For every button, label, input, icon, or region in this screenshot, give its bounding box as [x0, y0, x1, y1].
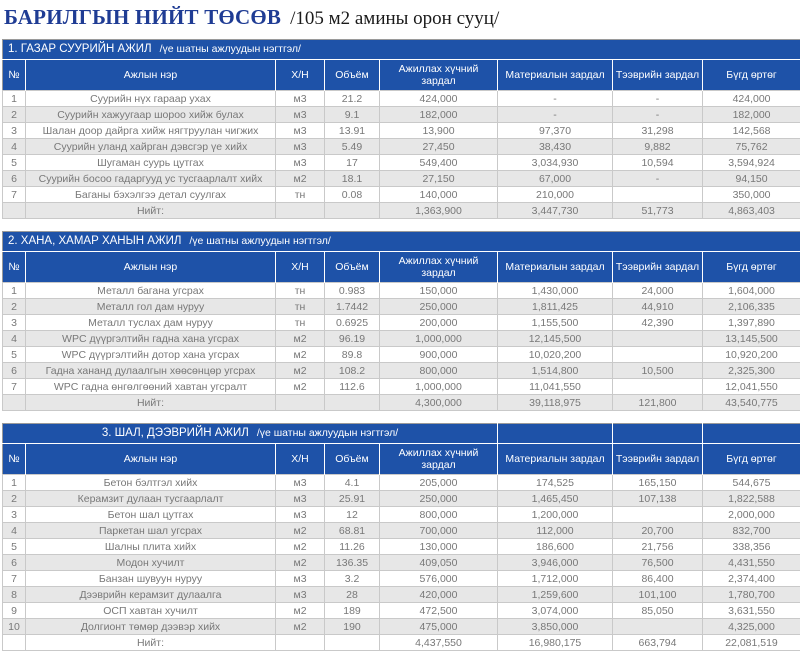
table-row — [3, 475, 800, 491]
table-row — [3, 187, 800, 203]
cell-labor-cost: 182,000 — [380, 107, 498, 123]
cell-total-cost: 3,631,550 — [703, 603, 800, 619]
cell-number: 6 — [3, 171, 26, 187]
table-row — [3, 587, 800, 603]
cell-volume: 13.91 — [325, 123, 380, 139]
cell-transport-cost: 21,756 — [613, 539, 703, 555]
cell-work-name: WPC гадна өнгөлгөөний хавтан угсралт — [26, 379, 276, 395]
cell-labor-cost: 409,050 — [380, 555, 498, 571]
cell-transport-cost — [613, 379, 703, 395]
cell-volume: 96.19 — [325, 331, 380, 347]
cell-work-name: Металл багана угсрах — [26, 283, 276, 299]
cell-material-cost: 210,000 — [498, 187, 613, 203]
col-labor-cost: Ажиллах хүчний зардал — [380, 444, 498, 475]
table-row — [3, 331, 800, 347]
table-title-empty-cell — [613, 424, 703, 444]
table-floor-roof-work — [2, 423, 800, 651]
cell-transport-cost — [613, 507, 703, 523]
cell-material-cost: 1,465,450 — [498, 491, 613, 507]
cell-unit: м2 — [276, 603, 325, 619]
cell-transport-cost: - — [613, 107, 703, 123]
cell-work-name: Бетон бэлтгэл хийх — [26, 475, 276, 491]
cell-material-cost: 3,447,730 — [498, 203, 613, 219]
col-volume: Объём — [325, 252, 380, 283]
cell-volume — [325, 203, 380, 219]
cell-number: 7 — [3, 379, 26, 395]
table-title-band — [3, 40, 800, 60]
cell-work-name: Долгионт төмөр дээвэр хийх — [26, 619, 276, 635]
cell-work-name: Баганы бэхэлгээ детал суулгах — [26, 187, 276, 203]
table-body — [3, 91, 800, 219]
cell-transport-cost: - — [613, 91, 703, 107]
table-row — [3, 347, 800, 363]
cell-unit: тн — [276, 283, 325, 299]
cell-transport-cost: - — [613, 171, 703, 187]
cell-material-cost: 1,200,000 — [498, 507, 613, 523]
cell-work-name: Модон хучилт — [26, 555, 276, 571]
col-volume: Объём — [325, 60, 380, 91]
cell-work-name: Гадна хананд дулаалгын хөөсөнцөр угсрах — [26, 363, 276, 379]
cell-labor-cost: 900,000 — [380, 347, 498, 363]
document-header — [2, 2, 798, 39]
cell-material-cost: 1,155,500 — [498, 315, 613, 331]
cell-number: 7 — [3, 571, 26, 587]
cell-work-name: Нийт: — [26, 203, 276, 219]
cell-volume: 0.983 — [325, 283, 380, 299]
cell-number: 7 — [3, 187, 26, 203]
table-row — [3, 603, 800, 619]
cell-total-cost: 4,863,403 — [703, 203, 800, 219]
cell-volume: 0.6925 — [325, 315, 380, 331]
cell-number: 1 — [3, 475, 26, 491]
cell-unit: м2 — [276, 363, 325, 379]
cell-unit: м2 — [276, 555, 325, 571]
cell-volume: 11.26 — [325, 539, 380, 555]
table-row — [3, 571, 800, 587]
cell-material-cost: 1,259,600 — [498, 587, 613, 603]
table-row — [3, 619, 800, 635]
col-transport-cost: Тээврийн зардал — [613, 252, 703, 283]
cell-transport-cost: 85,050 — [613, 603, 703, 619]
cell-transport-cost — [613, 331, 703, 347]
table-title-text: 1. ГАЗАР СУУРИЙН АЖИЛ — [8, 43, 152, 55]
table-title-text: 2. ХАНА, ХАМАР ХАНЫН АЖИЛ — [8, 235, 182, 247]
table-title-note: /үе шатны ажлуудын нэгтгэл/ — [189, 235, 331, 247]
cell-labor-cost: 1,000,000 — [380, 331, 498, 347]
cell-number: 2 — [3, 299, 26, 315]
cell-work-name: Суурийн уланд хайрган дэвсгэр үе хийх — [26, 139, 276, 155]
cell-total-cost: 4,431,550 — [703, 555, 800, 571]
cell-volume: 112.6 — [325, 379, 380, 395]
col-transport-cost: Тээврийн зардал — [613, 60, 703, 91]
cell-labor-cost: 150,000 — [380, 283, 498, 299]
cell-transport-cost: 51,773 — [613, 203, 703, 219]
cell-labor-cost: 130,000 — [380, 539, 498, 555]
cell-labor-cost: 250,000 — [380, 491, 498, 507]
cell-labor-cost: 27,150 — [380, 171, 498, 187]
cell-work-name: WPC дүүргэлтийн дотор хана угсрах — [26, 347, 276, 363]
cell-number: 4 — [3, 139, 26, 155]
cell-volume: 5.49 — [325, 139, 380, 155]
cell-number: 5 — [3, 155, 26, 171]
table-row — [3, 491, 800, 507]
cell-material-cost: 112,000 — [498, 523, 613, 539]
table-title-empty-cell — [703, 424, 800, 444]
table-title-text: 3. ШАЛ, ДЭЭВРИЙН АЖИЛ — [101, 427, 249, 439]
col-work-name: Ажлын нэр — [26, 252, 276, 283]
cell-number: 1 — [3, 91, 26, 107]
cell-total-cost: 12,041,550 — [703, 379, 800, 395]
cell-number: 5 — [3, 347, 26, 363]
table-title-band — [3, 424, 800, 444]
cell-labor-cost: 576,000 — [380, 571, 498, 587]
col-labor-cost: Ажиллах хүчний зардал — [380, 60, 498, 91]
cell-transport-cost: 10,500 — [613, 363, 703, 379]
cell-material-cost: 186,600 — [498, 539, 613, 555]
cell-material-cost: 11,041,550 — [498, 379, 613, 395]
cell-transport-cost: 44,910 — [613, 299, 703, 315]
col-labor-cost: Ажиллах хүчний зардал — [380, 252, 498, 283]
cell-unit: м3 — [276, 155, 325, 171]
table-row — [3, 523, 800, 539]
cell-labor-cost: 250,000 — [380, 299, 498, 315]
table-row — [3, 507, 800, 523]
cell-transport-cost: 107,138 — [613, 491, 703, 507]
cell-total-cost: 1,604,000 — [703, 283, 800, 299]
col-number: № — [3, 252, 26, 283]
cell-number: 2 — [3, 491, 26, 507]
cell-material-cost: 67,000 — [498, 171, 613, 187]
cell-total-cost: 2,000,000 — [703, 507, 800, 523]
cell-material-cost: 3,074,000 — [498, 603, 613, 619]
cell-unit: м3 — [276, 587, 325, 603]
cell-unit: м3 — [276, 139, 325, 155]
table-title — [3, 232, 800, 252]
cell-material-cost: 1,430,000 — [498, 283, 613, 299]
cell-work-name: Металл туслах дам нуруу — [26, 315, 276, 331]
cell-labor-cost: 700,000 — [380, 523, 498, 539]
cell-work-name: Нийт: — [26, 635, 276, 651]
cell-labor-cost: 472,500 — [380, 603, 498, 619]
cell-material-cost: 39,118,975 — [498, 395, 613, 411]
cell-volume: 89.8 — [325, 347, 380, 363]
cell-material-cost: 3,034,930 — [498, 155, 613, 171]
cell-transport-cost: 121,800 — [613, 395, 703, 411]
cell-material-cost: 3,946,000 — [498, 555, 613, 571]
cell-work-name: Паркетан шал угсрах — [26, 523, 276, 539]
cell-number: 2 — [3, 107, 26, 123]
table-title — [3, 424, 498, 444]
cell-unit: м2 — [276, 331, 325, 347]
cell-work-name: Суурийн нүх гараар ухах — [26, 91, 276, 107]
table-body — [3, 283, 800, 411]
table-row — [3, 539, 800, 555]
cell-work-name: Суурийн хажуугаар шороо хийж булах — [26, 107, 276, 123]
cell-total-cost: 182,000 — [703, 107, 800, 123]
cell-material-cost: 3,850,000 — [498, 619, 613, 635]
cell-work-name: WPC дүүргэлтийн гадна хана угсрах — [26, 331, 276, 347]
cell-unit: м3 — [276, 507, 325, 523]
table-title-note: /үе шатны ажлуудын нэгтгэл/ — [159, 43, 301, 55]
cell-work-name: Металл гол дам нуруу — [26, 299, 276, 315]
cell-unit: м2 — [276, 539, 325, 555]
cell-work-name: Шалан доор дайрга хийж нягтруулан чигжих — [26, 123, 276, 139]
cell-total-cost: 43,540,775 — [703, 395, 800, 411]
cell-unit: м2 — [276, 523, 325, 539]
cell-work-name: Нийт: — [26, 395, 276, 411]
cell-material-cost: 1,514,800 — [498, 363, 613, 379]
cell-volume: 28 — [325, 587, 380, 603]
table-title — [3, 40, 800, 60]
table-row — [3, 555, 800, 571]
cell-unit — [276, 635, 325, 651]
cell-unit: м3 — [276, 107, 325, 123]
cell-work-name: Керамзит дулаан тусгаарлалт — [26, 491, 276, 507]
cell-labor-cost: 205,000 — [380, 475, 498, 491]
column-header-row — [3, 252, 800, 283]
cell-number — [3, 203, 26, 219]
cell-transport-cost: 101,100 — [613, 587, 703, 603]
cell-transport-cost — [613, 619, 703, 635]
cell-total-cost: 142,568 — [703, 123, 800, 139]
table-title-note: /үе шатны ажлуудын нэгтгэл/ — [256, 427, 399, 439]
cell-material-cost: 38,430 — [498, 139, 613, 155]
cell-total-cost: 350,000 — [703, 187, 800, 203]
col-material-cost: Материалын зардал — [498, 444, 613, 475]
cell-number: 5 — [3, 539, 26, 555]
cell-volume: 189 — [325, 603, 380, 619]
table-body — [3, 475, 800, 651]
cell-number: 1 — [3, 283, 26, 299]
col-transport-cost: Тээврийн зардал — [613, 444, 703, 475]
cell-unit — [276, 395, 325, 411]
col-total-cost: Бүгд өртөг — [703, 60, 800, 91]
cell-transport-cost: 9,882 — [613, 139, 703, 155]
col-total-cost: Бүгд өртөг — [703, 444, 800, 475]
cell-labor-cost: 1,363,900 — [380, 203, 498, 219]
column-header-row — [3, 60, 800, 91]
cell-work-name: ОСП хавтан хучилт — [26, 603, 276, 619]
cell-total-cost: 338,356 — [703, 539, 800, 555]
cell-number: 9 — [3, 603, 26, 619]
cell-total-cost: 544,675 — [703, 475, 800, 491]
cell-material-cost: 12,145,500 — [498, 331, 613, 347]
table-row — [3, 91, 800, 107]
cell-total-cost: 3,594,924 — [703, 155, 800, 171]
cell-volume: 108.2 — [325, 363, 380, 379]
cell-total-cost: 832,700 — [703, 523, 800, 539]
cell-unit: м3 — [276, 571, 325, 587]
col-unit: Х/Н — [276, 252, 325, 283]
cell-total-cost: 2,325,300 — [703, 363, 800, 379]
cell-labor-cost: 549,400 — [380, 155, 498, 171]
cell-total-cost: 1,822,588 — [703, 491, 800, 507]
cell-labor-cost: 800,000 — [380, 507, 498, 523]
col-volume: Объём — [325, 444, 380, 475]
table-row — [3, 283, 800, 299]
cell-work-name: Банзан шувуун нуруу — [26, 571, 276, 587]
cell-material-cost: 10,020,200 — [498, 347, 613, 363]
cell-total-cost: 10,920,200 — [703, 347, 800, 363]
table-title-band — [3, 232, 800, 252]
cell-labor-cost: 4,300,000 — [380, 395, 498, 411]
cell-labor-cost: 27,450 — [380, 139, 498, 155]
table-title-empty-cell — [498, 424, 613, 444]
cell-total-cost: 424,000 — [703, 91, 800, 107]
col-unit: Х/Н — [276, 444, 325, 475]
cell-unit: м3 — [276, 475, 325, 491]
cell-labor-cost: 200,000 — [380, 315, 498, 331]
cell-number: 10 — [3, 619, 26, 635]
cell-volume: 21.2 — [325, 91, 380, 107]
cell-work-name: Бетон шал цутгах — [26, 507, 276, 523]
cell-work-name: Дээврийн керамзит дулаалга — [26, 587, 276, 603]
cell-volume: 136.35 — [325, 555, 380, 571]
col-number: № — [3, 444, 26, 475]
cell-total-cost: 1,780,700 — [703, 587, 800, 603]
cell-transport-cost: 86,400 — [613, 571, 703, 587]
cell-unit: тн — [276, 187, 325, 203]
cell-volume — [325, 395, 380, 411]
cell-volume: 17 — [325, 155, 380, 171]
cell-volume: 68.81 — [325, 523, 380, 539]
cell-volume: 190 — [325, 619, 380, 635]
cell-unit: м2 — [276, 379, 325, 395]
cell-volume: 3.2 — [325, 571, 380, 587]
cell-volume: 9.1 — [325, 107, 380, 123]
table-row — [3, 155, 800, 171]
cell-material-cost: 174,525 — [498, 475, 613, 491]
cell-material-cost: 1,712,000 — [498, 571, 613, 587]
cell-volume: 12 — [325, 507, 380, 523]
cell-work-name: Шугаман суурь цутгах — [26, 155, 276, 171]
cell-transport-cost: 165,150 — [613, 475, 703, 491]
cell-unit: тн — [276, 299, 325, 315]
cell-work-name: Суурийн босоо гадаргууд ус тусгаарлалт хийх — [26, 171, 276, 187]
cell-transport-cost — [613, 187, 703, 203]
cell-total-cost: 13,145,500 — [703, 331, 800, 347]
cell-number: 6 — [3, 555, 26, 571]
cell-number — [3, 395, 26, 411]
cell-labor-cost: 4,437,550 — [380, 635, 498, 651]
cell-volume: 18.1 — [325, 171, 380, 187]
total-row — [3, 635, 800, 651]
total-row — [3, 203, 800, 219]
cell-transport-cost: 10,594 — [613, 155, 703, 171]
col-material-cost: Материалын зардал — [498, 252, 613, 283]
cell-labor-cost: 1,000,000 — [380, 379, 498, 395]
cell-total-cost: 2,374,400 — [703, 571, 800, 587]
cell-volume — [325, 635, 380, 651]
cell-unit: м3 — [276, 491, 325, 507]
cell-volume: 0.08 — [325, 187, 380, 203]
cell-transport-cost — [613, 347, 703, 363]
table-row — [3, 139, 800, 155]
cell-volume: 1.7442 — [325, 299, 380, 315]
cell-number: 3 — [3, 123, 26, 139]
cell-work-name: Шалны плита хийх — [26, 539, 276, 555]
cell-total-cost: 22,081,519 — [703, 635, 800, 651]
cell-total-cost: 2,106,335 — [703, 299, 800, 315]
cell-unit — [276, 203, 325, 219]
cell-transport-cost: 31,298 — [613, 123, 703, 139]
col-work-name: Ажлын нэр — [26, 444, 276, 475]
cell-number: 3 — [3, 315, 26, 331]
cell-total-cost: 75,762 — [703, 139, 800, 155]
cell-total-cost: 94,150 — [703, 171, 800, 187]
table-row — [3, 123, 800, 139]
page-title: БАРИЛГЫН НИЙТ ТӨСӨВ — [4, 5, 282, 29]
cell-labor-cost: 475,000 — [380, 619, 498, 635]
cell-number: 6 — [3, 363, 26, 379]
cell-labor-cost: 420,000 — [380, 587, 498, 603]
cell-material-cost: 1,811,425 — [498, 299, 613, 315]
col-work-name: Ажлын нэр — [26, 60, 276, 91]
cell-transport-cost: 76,500 — [613, 555, 703, 571]
cell-unit: м3 — [276, 91, 325, 107]
table-row — [3, 107, 800, 123]
cell-unit: тн — [276, 315, 325, 331]
table-row — [3, 299, 800, 315]
cell-total-cost: 1,397,890 — [703, 315, 800, 331]
table-row — [3, 171, 800, 187]
cell-material-cost: - — [498, 107, 613, 123]
cell-material-cost: - — [498, 91, 613, 107]
cell-volume: 25.91 — [325, 491, 380, 507]
col-material-cost: Материалын зардал — [498, 60, 613, 91]
cell-unit: м3 — [276, 123, 325, 139]
column-header-row — [3, 444, 800, 475]
cell-volume: 4.1 — [325, 475, 380, 491]
table-wall-work — [2, 231, 800, 411]
cell-labor-cost: 424,000 — [380, 91, 498, 107]
cell-material-cost: 97,370 — [498, 123, 613, 139]
cell-number: 3 — [3, 507, 26, 523]
cell-unit: м2 — [276, 347, 325, 363]
cell-number — [3, 635, 26, 651]
col-total-cost: Бүгд өртөг — [703, 252, 800, 283]
cell-material-cost: 16,980,175 — [498, 635, 613, 651]
cell-transport-cost: 24,000 — [613, 283, 703, 299]
cell-transport-cost: 663,794 — [613, 635, 703, 651]
cell-transport-cost: 20,700 — [613, 523, 703, 539]
cell-unit: м2 — [276, 619, 325, 635]
cell-labor-cost: 800,000 — [380, 363, 498, 379]
cell-labor-cost: 140,000 — [380, 187, 498, 203]
table-foundation-work — [2, 39, 800, 219]
cell-number: 4 — [3, 523, 26, 539]
cell-total-cost: 4,325,000 — [703, 619, 800, 635]
table-row — [3, 379, 800, 395]
table-row — [3, 363, 800, 379]
col-number: № — [3, 60, 26, 91]
cell-unit: м2 — [276, 171, 325, 187]
cell-number: 8 — [3, 587, 26, 603]
table-row — [3, 315, 800, 331]
cell-transport-cost: 42,390 — [613, 315, 703, 331]
total-row — [3, 395, 800, 411]
page-subtitle: /105 м2 амины орон сууц/ — [290, 8, 500, 29]
cell-labor-cost: 13,900 — [380, 123, 498, 139]
col-unit: Х/Н — [276, 60, 325, 91]
cell-number: 4 — [3, 331, 26, 347]
